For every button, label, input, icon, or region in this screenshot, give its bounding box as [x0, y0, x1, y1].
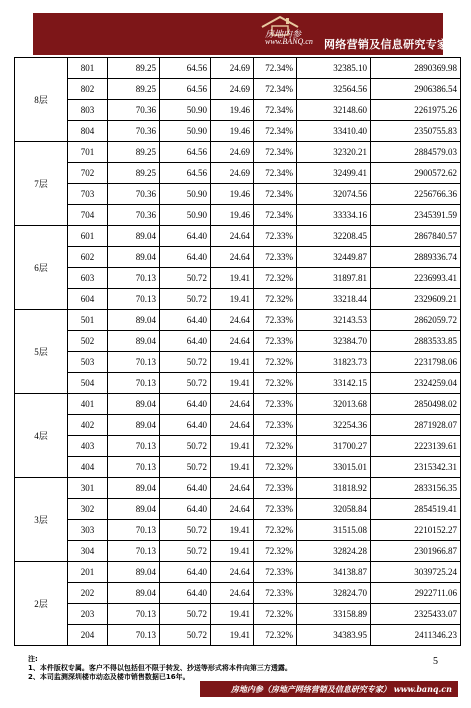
cell-area: 89.04 — [108, 478, 160, 499]
floor-label: 3层 — [15, 478, 68, 562]
cell-price: 32208.45 — [297, 226, 371, 247]
cell-total: 2256766.36 — [371, 184, 461, 205]
cell-ratio: 72.32% — [254, 289, 297, 310]
cell-price: 33158.89 — [297, 604, 371, 625]
cell-total: 2345391.59 — [371, 205, 461, 226]
cell-total: 2324259.04 — [371, 373, 461, 394]
cell-total: 2236993.41 — [371, 268, 461, 289]
cell-area: 89.04 — [108, 583, 160, 604]
cell-ratio: 72.34% — [254, 184, 297, 205]
cell-total: 2850498.02 — [371, 394, 461, 415]
cell-unit: 403 — [68, 436, 108, 457]
floor-label: 4层 — [15, 394, 68, 478]
floor-label: 7层 — [15, 142, 68, 226]
table-row — [15, 394, 461, 415]
cell-total: 2906386.54 — [371, 79, 461, 100]
table-row — [15, 604, 461, 625]
cell-price: 33334.16 — [297, 205, 371, 226]
cell-shared: 19.41 — [211, 268, 254, 289]
cell-unit: 803 — [68, 100, 108, 121]
cell-price: 32254.36 — [297, 415, 371, 436]
cell-total: 2889336.74 — [371, 247, 461, 268]
cell-shared: 24.64 — [211, 310, 254, 331]
cell-shared: 19.41 — [211, 373, 254, 394]
cell-total: 3039725.24 — [371, 562, 461, 583]
cell-ratio: 72.33% — [254, 247, 297, 268]
cell-price: 32143.53 — [297, 310, 371, 331]
cell-unit: 704 — [68, 205, 108, 226]
floor-label: 8层 — [15, 58, 68, 142]
cell-ratio: 72.33% — [254, 394, 297, 415]
cell-price: 32824.70 — [297, 583, 371, 604]
cell-ratio: 72.32% — [254, 604, 297, 625]
cell-price: 33218.44 — [297, 289, 371, 310]
note-item: 1、本件版权专属。客户不得以包括但不限于转发、抄送等形式将本件向第三方透露。 — [28, 664, 292, 672]
cell-price: 32320.21 — [297, 142, 371, 163]
cell-price: 31818.92 — [297, 478, 371, 499]
cell-shared: 19.46 — [211, 205, 254, 226]
table-row — [15, 100, 461, 121]
cell-area: 70.36 — [108, 121, 160, 142]
cell-ratio: 72.34% — [254, 121, 297, 142]
cell-unit: 304 — [68, 541, 108, 562]
cell-price: 32058.84 — [297, 499, 371, 520]
cell-ratio: 72.32% — [254, 268, 297, 289]
cell-area: 70.36 — [108, 205, 160, 226]
cell-price: 32564.56 — [297, 79, 371, 100]
cell-shared: 19.41 — [211, 457, 254, 478]
cell-total: 2210152.27 — [371, 520, 461, 541]
cell-unit: 801 — [68, 58, 108, 79]
cell-area: 89.04 — [108, 562, 160, 583]
cell-unit: 702 — [68, 163, 108, 184]
cell-total: 2854519.41 — [371, 499, 461, 520]
table-row — [15, 331, 461, 352]
cell-shared: 24.64 — [211, 331, 254, 352]
cell-ratio: 72.34% — [254, 100, 297, 121]
cell-area: 70.13 — [108, 289, 160, 310]
cell-unit: 301 — [68, 478, 108, 499]
cell-total: 2301966.87 — [371, 541, 461, 562]
cell-unit: 402 — [68, 415, 108, 436]
cell-ratio: 72.34% — [254, 163, 297, 184]
cell-area: 70.13 — [108, 268, 160, 289]
cell-area: 89.04 — [108, 331, 160, 352]
cell-inner: 50.90 — [160, 205, 211, 226]
cell-shared: 19.41 — [211, 352, 254, 373]
cell-total: 2922711.06 — [371, 583, 461, 604]
table-row — [15, 373, 461, 394]
table-row — [15, 289, 461, 310]
cell-inner: 50.90 — [160, 184, 211, 205]
cell-total: 2261975.26 — [371, 100, 461, 121]
cell-shared: 24.64 — [211, 226, 254, 247]
table-row — [15, 226, 461, 247]
table-row — [15, 562, 461, 583]
cell-price: 32499.41 — [297, 163, 371, 184]
cell-price: 34383.95 — [297, 625, 371, 646]
cell-inner: 64.40 — [160, 415, 211, 436]
cell-shared: 24.64 — [211, 499, 254, 520]
cell-ratio: 72.34% — [254, 205, 297, 226]
cell-total: 2350755.83 — [371, 121, 461, 142]
cell-inner: 50.90 — [160, 121, 211, 142]
cell-ratio: 72.33% — [254, 331, 297, 352]
cell-area: 70.13 — [108, 520, 160, 541]
cell-total: 2329609.21 — [371, 289, 461, 310]
cell-area: 89.04 — [108, 310, 160, 331]
cell-shared: 19.46 — [211, 121, 254, 142]
table-row — [15, 436, 461, 457]
cell-area: 89.04 — [108, 247, 160, 268]
cell-ratio: 72.33% — [254, 478, 297, 499]
cell-price: 32449.87 — [297, 247, 371, 268]
page-number: 5 — [433, 656, 438, 667]
notes-label: 注: — [28, 655, 38, 663]
table-row — [15, 163, 461, 184]
cell-unit: 504 — [68, 373, 108, 394]
cell-price: 32148.60 — [297, 100, 371, 121]
footer-banner: 房地内参（房地产网络营销及信息研究专家） www.banq.cn — [200, 681, 458, 697]
cell-ratio: 72.34% — [254, 79, 297, 100]
cell-inner: 64.40 — [160, 394, 211, 415]
cell-inner: 64.56 — [160, 58, 211, 79]
cell-inner: 64.40 — [160, 499, 211, 520]
cell-inner: 64.40 — [160, 226, 211, 247]
cell-ratio: 72.34% — [254, 142, 297, 163]
table-row — [15, 79, 461, 100]
cell-unit: 201 — [68, 562, 108, 583]
cell-inner: 64.56 — [160, 142, 211, 163]
cell-total: 2890369.98 — [371, 58, 461, 79]
table-row — [15, 352, 461, 373]
cell-inner: 64.40 — [160, 583, 211, 604]
cell-total: 2411346.23 — [371, 625, 461, 646]
table-row — [15, 184, 461, 205]
cell-unit: 203 — [68, 604, 108, 625]
cell-area: 70.13 — [108, 373, 160, 394]
cell-shared: 19.41 — [211, 520, 254, 541]
cell-price: 32013.68 — [297, 394, 371, 415]
floor-label: 2层 — [15, 562, 68, 646]
cell-price: 31700.27 — [297, 436, 371, 457]
table-row — [15, 520, 461, 541]
cell-price: 32384.70 — [297, 331, 371, 352]
cell-area: 89.25 — [108, 58, 160, 79]
cell-shared: 24.64 — [211, 415, 254, 436]
cell-shared: 24.69 — [211, 79, 254, 100]
cell-area: 89.04 — [108, 499, 160, 520]
cell-price: 32824.28 — [297, 541, 371, 562]
table-row — [15, 583, 461, 604]
cell-inner: 64.56 — [160, 79, 211, 100]
cell-total: 2871928.07 — [371, 415, 461, 436]
cell-inner: 50.72 — [160, 520, 211, 541]
cell-area: 89.04 — [108, 394, 160, 415]
cell-total: 2884579.03 — [371, 142, 461, 163]
cell-shared: 24.64 — [211, 394, 254, 415]
cell-inner: 64.56 — [160, 163, 211, 184]
cell-ratio: 72.33% — [254, 499, 297, 520]
cell-unit: 404 — [68, 457, 108, 478]
logo-url: www.BANQ.cn — [265, 37, 313, 46]
cell-unit: 502 — [68, 331, 108, 352]
cell-shared: 24.69 — [211, 142, 254, 163]
cell-area: 89.04 — [108, 415, 160, 436]
table-row — [15, 247, 461, 268]
cell-area: 70.13 — [108, 457, 160, 478]
cell-inner: 50.72 — [160, 289, 211, 310]
cell-ratio: 72.32% — [254, 625, 297, 646]
note-item: 2、本司监测深圳楼市动态及楼市销售数据已16年。 — [28, 673, 190, 681]
cell-total: 2231798.06 — [371, 352, 461, 373]
header-title: 网络营销及信息研究专家 — [324, 38, 449, 51]
cell-ratio: 72.34% — [254, 58, 297, 79]
cell-total: 2833156.35 — [371, 478, 461, 499]
cell-total: 2883533.85 — [371, 331, 461, 352]
table-row — [15, 142, 461, 163]
cell-shared: 19.46 — [211, 100, 254, 121]
table-row — [15, 268, 461, 289]
cell-price: 33142.15 — [297, 373, 371, 394]
cell-inner: 64.40 — [160, 310, 211, 331]
cell-shared: 24.69 — [211, 163, 254, 184]
cell-area: 89.04 — [108, 226, 160, 247]
cell-price: 31515.08 — [297, 520, 371, 541]
cell-price: 31897.81 — [297, 268, 371, 289]
cell-unit: 202 — [68, 583, 108, 604]
cell-area: 89.25 — [108, 79, 160, 100]
cell-ratio: 72.32% — [254, 541, 297, 562]
cell-unit: 604 — [68, 289, 108, 310]
cell-ratio: 72.32% — [254, 457, 297, 478]
cell-area: 70.13 — [108, 604, 160, 625]
cell-shared: 19.46 — [211, 184, 254, 205]
cell-shared: 24.64 — [211, 247, 254, 268]
cell-total: 2867840.57 — [371, 226, 461, 247]
cell-area: 70.13 — [108, 625, 160, 646]
cell-price: 34138.87 — [297, 562, 371, 583]
cell-unit: 501 — [68, 310, 108, 331]
table-row — [15, 205, 461, 226]
cell-shared: 24.64 — [211, 583, 254, 604]
cell-price: 31823.73 — [297, 352, 371, 373]
cell-ratio: 72.33% — [254, 226, 297, 247]
logo-text: 房地内参 — [265, 29, 302, 39]
cell-inner: 50.72 — [160, 625, 211, 646]
cell-area: 70.36 — [108, 100, 160, 121]
table-row — [15, 121, 461, 142]
cell-total: 2223139.61 — [371, 436, 461, 457]
cell-price: 33015.01 — [297, 457, 371, 478]
cell-price: 32385.10 — [297, 58, 371, 79]
floor-label: 6层 — [15, 226, 68, 310]
table-row — [15, 625, 461, 646]
cell-shared: 19.41 — [211, 541, 254, 562]
cell-unit: 503 — [68, 352, 108, 373]
cell-area: 70.13 — [108, 436, 160, 457]
cell-inner: 64.40 — [160, 478, 211, 499]
cell-unit: 204 — [68, 625, 108, 646]
cell-inner: 50.72 — [160, 457, 211, 478]
footnotes — [28, 655, 438, 682]
cell-unit: 802 — [68, 79, 108, 100]
cell-area: 89.25 — [108, 163, 160, 184]
table-row — [15, 415, 461, 436]
cell-inner: 50.72 — [160, 541, 211, 562]
cell-total: 2325433.07 — [371, 604, 461, 625]
unit-price-table — [14, 57, 461, 646]
table-row — [15, 310, 461, 331]
cell-shared: 19.41 — [211, 625, 254, 646]
cell-price: 33410.40 — [297, 121, 371, 142]
cell-shared: 24.64 — [211, 478, 254, 499]
cell-shared: 19.41 — [211, 289, 254, 310]
cell-area: 70.36 — [108, 184, 160, 205]
cell-shared: 24.69 — [211, 58, 254, 79]
cell-unit: 302 — [68, 499, 108, 520]
cell-shared: 24.64 — [211, 562, 254, 583]
table-row — [15, 478, 461, 499]
cell-inner: 64.40 — [160, 247, 211, 268]
cell-inner: 50.90 — [160, 100, 211, 121]
cell-unit: 401 — [68, 394, 108, 415]
cell-total: 2862059.72 — [371, 310, 461, 331]
cell-inner: 50.72 — [160, 268, 211, 289]
cell-inner: 64.40 — [160, 331, 211, 352]
cell-price: 32074.56 — [297, 184, 371, 205]
table-row — [15, 499, 461, 520]
cell-total: 2315342.31 — [371, 457, 461, 478]
cell-unit: 303 — [68, 520, 108, 541]
cell-unit: 603 — [68, 268, 108, 289]
cell-inner: 50.72 — [160, 352, 211, 373]
floor-label: 5层 — [15, 310, 68, 394]
cell-area: 70.13 — [108, 352, 160, 373]
cell-shared: 19.41 — [211, 436, 254, 457]
cell-ratio: 72.33% — [254, 310, 297, 331]
cell-unit: 602 — [68, 247, 108, 268]
cell-area: 89.25 — [108, 142, 160, 163]
cell-inner: 50.72 — [160, 604, 211, 625]
cell-inner: 64.40 — [160, 562, 211, 583]
cell-total: 2900572.62 — [371, 163, 461, 184]
table-row — [15, 541, 461, 562]
cell-area: 70.13 — [108, 541, 160, 562]
cell-ratio: 72.32% — [254, 436, 297, 457]
cell-unit: 804 — [68, 121, 108, 142]
cell-unit: 601 — [68, 226, 108, 247]
cell-ratio: 72.33% — [254, 583, 297, 604]
cell-ratio: 72.32% — [254, 352, 297, 373]
table-row — [15, 457, 461, 478]
cell-ratio: 72.32% — [254, 520, 297, 541]
cell-inner: 50.72 — [160, 373, 211, 394]
cell-unit: 701 — [68, 142, 108, 163]
cell-ratio: 72.33% — [254, 562, 297, 583]
cell-ratio: 72.33% — [254, 415, 297, 436]
table-row — [15, 58, 461, 79]
cell-ratio: 72.32% — [254, 373, 297, 394]
cell-shared: 19.41 — [211, 604, 254, 625]
cell-unit: 703 — [68, 184, 108, 205]
cell-inner: 50.72 — [160, 436, 211, 457]
